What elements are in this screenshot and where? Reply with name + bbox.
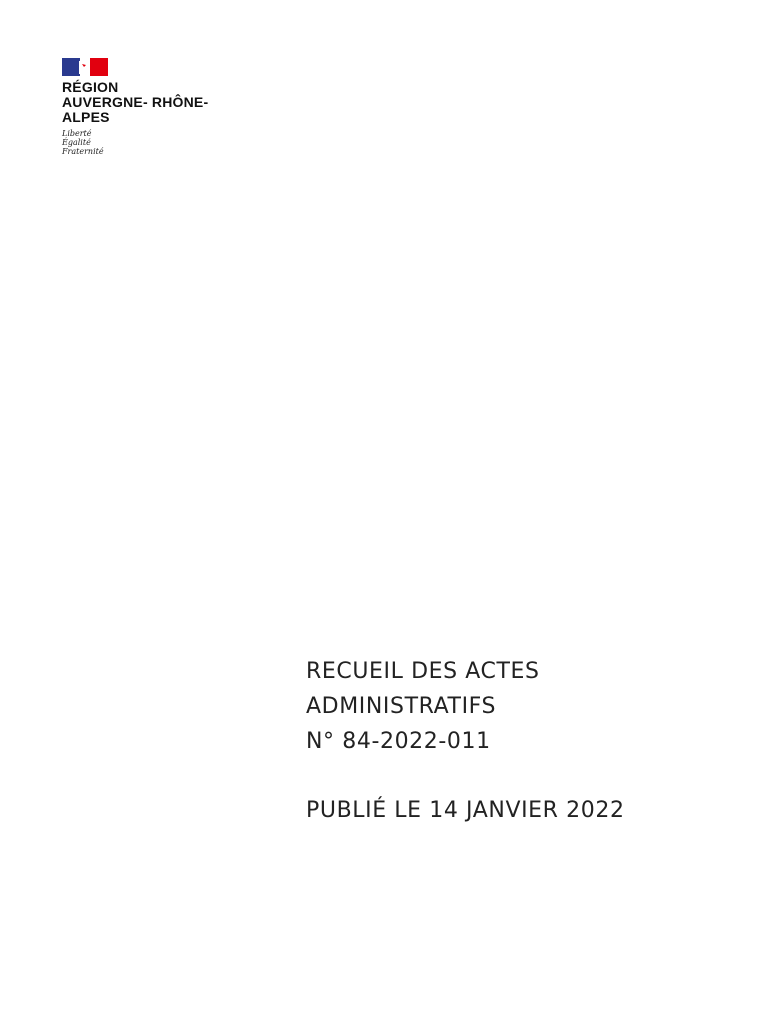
org-line-1: RÉGION xyxy=(62,79,119,95)
org-line-3: ALPES xyxy=(62,109,110,125)
republique-francaise-logo xyxy=(62,58,262,156)
org-line-2: AUVERGNE- RHÔNE- xyxy=(62,94,209,110)
document-title xyxy=(306,654,540,759)
marianne-flag-icon xyxy=(62,58,108,76)
title-line-1: RECUEIL DES ACTES xyxy=(306,659,540,684)
motto-egalite: Égalité xyxy=(62,138,91,147)
motto-fraternite: Fraternité xyxy=(62,147,104,156)
publication-date: PUBLIÉ LE 14 JANVIER 2022 xyxy=(306,798,625,823)
national-motto xyxy=(62,129,262,156)
document-number: N° 84-2022-011 xyxy=(306,729,491,754)
organization-name xyxy=(62,80,262,125)
motto-liberte: Liberté xyxy=(62,129,92,138)
title-line-2: ADMINISTRATIFS xyxy=(306,694,497,719)
